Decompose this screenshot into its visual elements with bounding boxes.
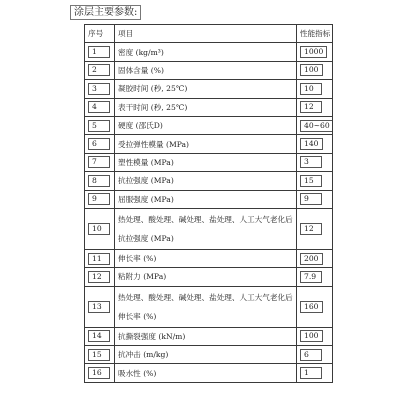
row-value-box: 1 xyxy=(300,367,322,379)
row-no xyxy=(85,172,115,190)
header-no: 序号 xyxy=(85,25,115,43)
row-no xyxy=(85,364,115,382)
row-no-box: 5 xyxy=(88,120,110,132)
row-no xyxy=(85,208,115,249)
row-item: 抗冲击 (m/kg) xyxy=(115,346,297,364)
row-value xyxy=(297,208,333,249)
row-no xyxy=(85,346,115,364)
row-no-box: 1 xyxy=(88,46,110,58)
row-value xyxy=(297,249,333,267)
row-no-box: 2 xyxy=(88,64,110,76)
row-value-box: 9 xyxy=(300,193,322,205)
row-no xyxy=(85,327,115,345)
row-value-box: 40~60 xyxy=(300,120,333,132)
row-value-box: 200 xyxy=(300,253,323,265)
table-row xyxy=(85,43,333,61)
table-row xyxy=(85,135,333,153)
table-row xyxy=(85,116,333,134)
row-item: 热处理、酸处理、碱处理、盐处理、人工大气老化后抗拉强度 (MPa) xyxy=(115,208,297,249)
table-row xyxy=(85,80,333,98)
row-no-box: 11 xyxy=(88,253,110,265)
row-no xyxy=(85,286,115,327)
row-item: 热处理、酸处理、碱处理、盐处理、人工大气老化后伸长率 (%) xyxy=(115,286,297,327)
row-no-box: 3 xyxy=(88,83,110,95)
table-row xyxy=(85,268,333,286)
row-item: 屈服强度 (MPa) xyxy=(115,190,297,208)
row-value-box: 100 xyxy=(300,330,323,342)
table-row xyxy=(85,364,333,382)
row-value xyxy=(297,286,333,327)
row-item: 凝胶时间 (秒, 25℃) xyxy=(115,80,297,98)
row-no-box: 9 xyxy=(88,193,110,205)
row-value xyxy=(297,153,333,171)
row-no xyxy=(85,268,115,286)
row-value-box: 1000 xyxy=(300,46,327,58)
row-no-box: 4 xyxy=(88,101,110,113)
row-value xyxy=(297,80,333,98)
row-value xyxy=(297,98,333,116)
header-item: 项目 xyxy=(115,25,297,43)
row-item: 抗撕裂强度 (kN/m) xyxy=(115,327,297,345)
row-no-box: 10 xyxy=(88,223,110,235)
row-value xyxy=(297,61,333,79)
header-value: 性能指标 xyxy=(297,25,333,43)
caption: 涂层主要参数: xyxy=(70,5,141,20)
row-value-box: 12 xyxy=(300,101,322,113)
row-value xyxy=(297,327,333,345)
row-item: 塑性模量 (MPa) xyxy=(115,153,297,171)
row-no xyxy=(85,190,115,208)
row-value xyxy=(297,43,333,61)
row-no xyxy=(85,98,115,116)
table-header-row xyxy=(85,25,333,43)
row-item: 吸水性 (%) xyxy=(115,364,297,382)
row-no-box: 8 xyxy=(88,175,110,187)
row-value-box: 160 xyxy=(300,301,323,313)
row-value-box: 100 xyxy=(300,64,323,76)
row-no-box: 12 xyxy=(88,271,110,283)
row-value xyxy=(297,135,333,153)
row-no-box: 14 xyxy=(88,330,110,342)
row-value-box: 10 xyxy=(300,83,322,95)
row-item: 粘附力 (MPa) xyxy=(115,268,297,286)
row-item: 固体含量 (%) xyxy=(115,61,297,79)
row-no-box: 13 xyxy=(88,301,110,313)
row-item: 硬度 (邵氏D) xyxy=(115,116,297,134)
table-row xyxy=(85,61,333,79)
table-row xyxy=(85,346,333,364)
table-row xyxy=(85,172,333,190)
table-row xyxy=(85,249,333,267)
row-value xyxy=(297,346,333,364)
row-no xyxy=(85,135,115,153)
row-no-box: 16 xyxy=(88,367,110,379)
table-row xyxy=(85,190,333,208)
row-item: 密度 (kg/m³) xyxy=(115,43,297,61)
row-value-box: 15 xyxy=(300,175,322,187)
table-row xyxy=(85,208,333,249)
row-value xyxy=(297,116,333,134)
row-item: 受拉弹性模量 (MPa) xyxy=(115,135,297,153)
row-no xyxy=(85,61,115,79)
row-value xyxy=(297,364,333,382)
table-row xyxy=(85,153,333,171)
row-item: 表干时间 (秒, 25℃) xyxy=(115,98,297,116)
row-value-box: 12 xyxy=(300,223,322,235)
row-value xyxy=(297,268,333,286)
row-value-box: 7.9 xyxy=(300,271,322,283)
row-no-box: 15 xyxy=(88,349,110,361)
row-value-box: 140 xyxy=(300,138,323,150)
row-no xyxy=(85,249,115,267)
table-row xyxy=(85,327,333,345)
row-no-box: 6 xyxy=(88,138,110,150)
row-value-box: 3 xyxy=(300,156,322,168)
row-item: 抗拉强度 (MPa) xyxy=(115,172,297,190)
row-no xyxy=(85,80,115,98)
row-no xyxy=(85,153,115,171)
table-row xyxy=(85,98,333,116)
row-value-box: 6 xyxy=(300,349,322,361)
row-item: 伸长率 (%) xyxy=(115,249,297,267)
row-no xyxy=(85,43,115,61)
parameters-table xyxy=(84,24,333,383)
table-row xyxy=(85,286,333,327)
row-no-box: 7 xyxy=(88,156,110,168)
row-value xyxy=(297,190,333,208)
row-value xyxy=(297,172,333,190)
row-no xyxy=(85,116,115,134)
